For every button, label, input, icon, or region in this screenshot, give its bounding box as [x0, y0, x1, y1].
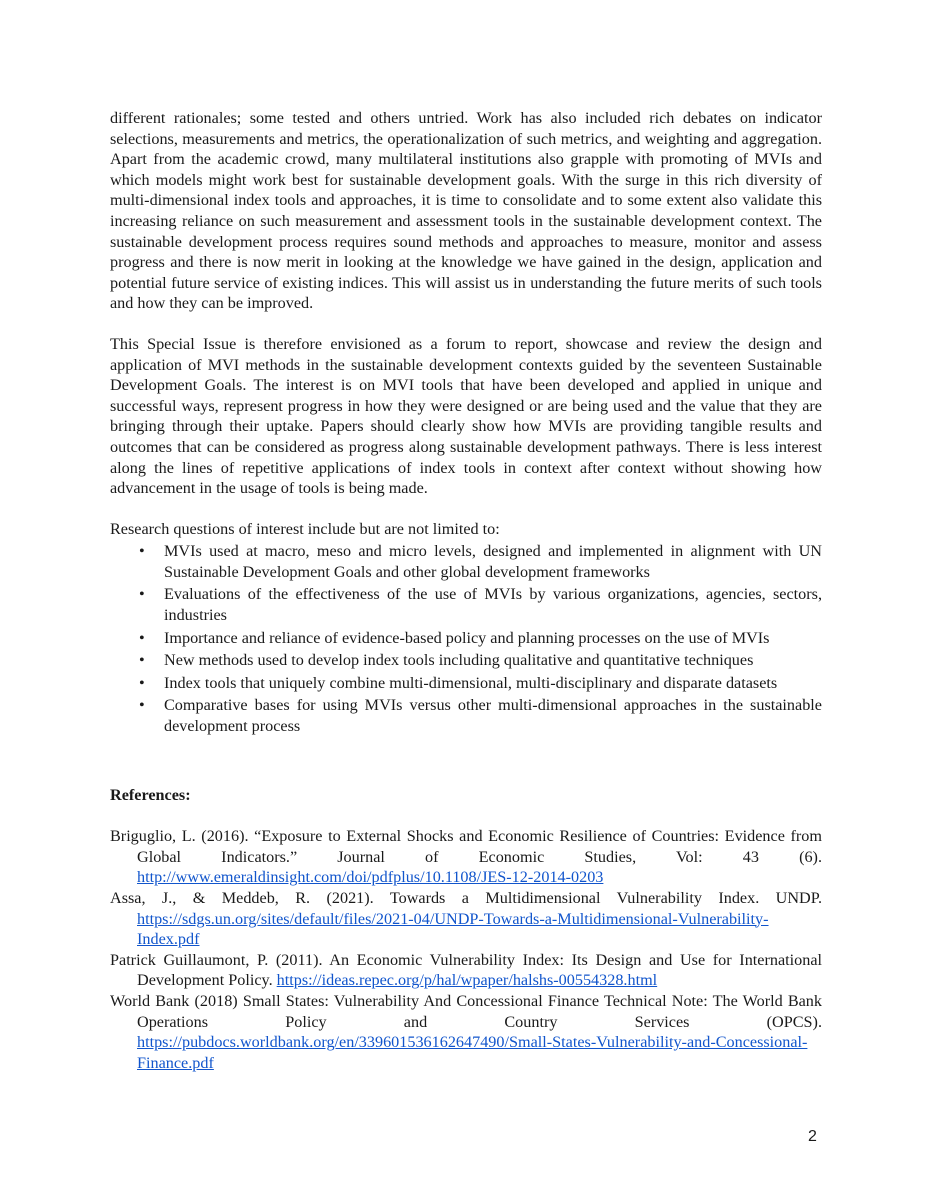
list-item — [110, 541, 822, 582]
bullet-icon: • — [139, 673, 145, 692]
reference-link[interactable]: https://ideas.repec.org/p/hal/wpaper/halshs-00554328.html — [276, 971, 658, 990]
reference-entry — [110, 991, 822, 1073]
reference-text: Patrick Guillaumont, P. (2011). An Economic Vulnerability Index: Its Design and Use for International Development Policy. — [110, 950, 822, 990]
body-paragraph: This Special Issue is therefore envisioned as a forum to report, showcase and review the design and application of MVI methods in the sustainable development contexts guided by the seventeen Sustainable Development Goals. The interest is on MVI tools that have been developed and applied in unique and successful ways, represent progress in how they were designed or are being used and the value that they are bringing through their uptake. Papers should clearly show how MVIs are providing tangible results and outcomes that can be considered as progress along sustainable development pathways. There is less interest along the lines of repetitive applications of index tools in context after context without showing how advancement in the usage of tools is being made. — [110, 334, 822, 498]
bullet-icon: • — [139, 628, 145, 647]
reference-link[interactable]: https://pubdocs.worldbank.org/en/339601536162647490/Small-States-Vulnerability-and-Concessional-Finance.pdf — [137, 1033, 808, 1072]
reference-entry — [110, 826, 822, 888]
list-item-text: New methods used to develop index tools including qualitative and quantitative techniques — [164, 651, 754, 670]
research-questions-list — [110, 541, 822, 736]
bullet-icon: • — [139, 585, 145, 604]
reference-link[interactable]: https://sdgs.un.org/sites/default/files/2021-04/UNDP-Towards-a-Multidimensional-Vulnerability-Index.pdf — [137, 909, 769, 949]
bullet-icon: • — [139, 542, 145, 561]
reference-entry — [110, 950, 822, 991]
reference-entry — [110, 888, 822, 950]
list-item-text: Importance and reliance of evidence-based policy and planning processes on the use of MVIs — [164, 628, 770, 647]
questions-intro: Research questions of interest include but are not limited to: — [110, 519, 500, 538]
body-paragraph: different rationales; some tested and others untried. Work has also included rich debates on indicator selections, measurements and metrics, the operationalization of such metrics, and weighting and aggregation. Apart from the academic crowd, many multilateral institutions also grapple with promoting of MVIs and which models might work best for sustainable development goals. With the surge in this rich diversity of multi-dimensional index tools and approaches, it is time to consolidate and to some extent also validate this increasing reliance on such measurement and assessment tools in the sustainable development context. The sustainable development process requires sound methods and approaches to measure, monitor and assess progress and there is now merit in looking at the knowledge we have gained in the design, application and potential future service of existing indices. This will assist us in understanding the future merits of such tools and how they can be improved. — [110, 109, 822, 313]
reference-text: World Bank (2018) Small States: Vulnerability And Concessional Finance Technical Note: The World Bank Operations Policy and Country Services (OPCS). — [110, 991, 822, 1031]
list-item — [110, 650, 822, 671]
document-page — [110, 108, 822, 1073]
list-item — [110, 628, 822, 649]
reference-text: Assa, J., & Meddeb, R. (2021). Towards a Multidimensional Vulnerability Index. UNDP. — [110, 889, 822, 907]
bullet-icon: • — [139, 651, 145, 670]
reference-text: Briguglio, L. (2016). “Exposure to External Shocks and Economic Resilience of Countries: Evidence from Global Indicators.” Journal of Economic Studies, Vol: 43 (6). — [110, 827, 822, 866]
list-item-text: Comparative bases for using MVIs versus other multi-dimensional approaches in the sustainable development process — [164, 696, 822, 736]
list-item — [110, 673, 822, 694]
reference-link[interactable]: http://www.emeraldinsight.com/doi/pdfplus/10.1108/JES-12-2014-0203 — [137, 868, 604, 887]
list-item-text: Evaluations of the effectiveness of the use of MVIs by various organizations, agencies, sectors, industries — [164, 585, 822, 625]
list-item-text: MVIs used at macro, meso and micro levels, designed and implemented in alignment with UN Sustainable Development Goals and other global development frameworks — [164, 542, 822, 581]
page-number: 2 — [808, 1128, 817, 1145]
references-heading: References: — [110, 785, 191, 804]
references-list — [110, 826, 822, 1073]
list-item — [110, 584, 822, 625]
list-item — [110, 695, 822, 736]
bullet-icon: • — [139, 696, 145, 715]
list-item-text: Index tools that uniquely combine multi-dimensional, multi-disciplinary and disparate datasets — [164, 673, 778, 692]
